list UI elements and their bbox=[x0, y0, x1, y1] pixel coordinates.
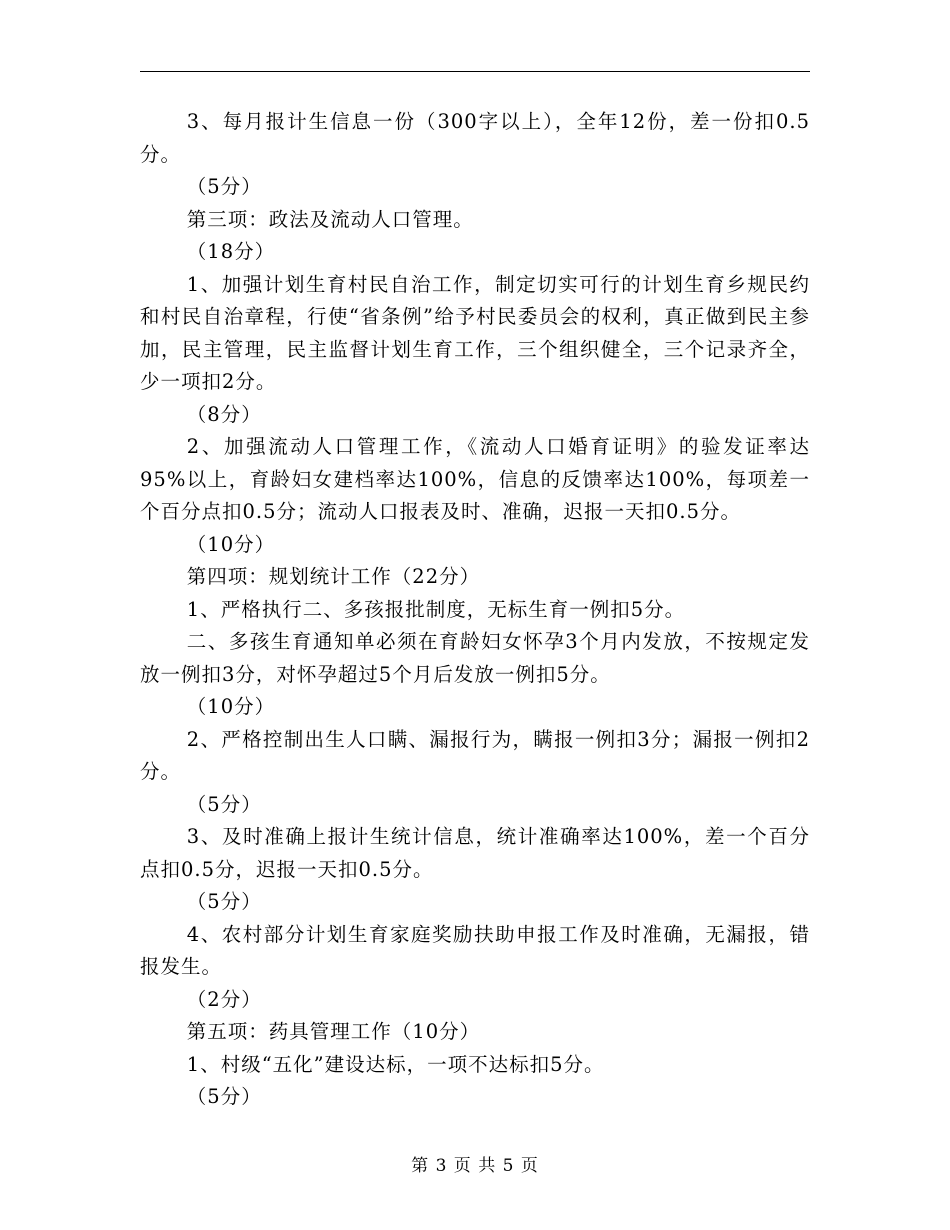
header-rule bbox=[140, 71, 810, 72]
score-note: （8分） bbox=[186, 402, 262, 426]
score-note: （2分） bbox=[186, 987, 262, 1011]
page-number: 第 3 页 共 5 页 bbox=[411, 1156, 539, 1176]
document-body bbox=[140, 106, 810, 1114]
paragraph: 4、农村部分计划生育家庭奖励扶助申报工作及时准确，无漏报，错报发生。 bbox=[140, 922, 810, 978]
paragraph: 1、村级“五化”建设达标，一项不达标扣5分。 bbox=[186, 1052, 605, 1076]
section-heading: 第四项：规划统计工作（22分） bbox=[186, 565, 481, 588]
section-heading: 第三项：政法及流动人口管理。 bbox=[186, 207, 474, 231]
score-note: （5分） bbox=[186, 175, 262, 198]
score-note: （10分） bbox=[186, 695, 276, 718]
paragraph: 2、加强流动人口管理工作，《流动人口婚育证明》的验发证率达95%以上，育龄妇女建档率达100%，信息的反馈率达100%，每项差一个百分点扣0.5分；流动人口报表及时、准确，迟报一天扣0.5分。 bbox=[140, 435, 810, 523]
paragraph: 1、严格执行二、多孩报批制度，无标生育一例扣5分。 bbox=[186, 597, 686, 621]
section-heading: 第五项：药具管理工作（10分） bbox=[186, 1020, 481, 1043]
paragraph: 二、多孩生育通知单必须在育龄妇女怀孕3个月内发放，不按规定发放一例扣3分，对怀孕超过5个月后发放一例扣5分。 bbox=[140, 630, 810, 686]
paragraph: 3、及时准确上报计生统计信息，统计准确率达100%，差一个百分点扣0.5分，迟报一天扣0.5分。 bbox=[140, 825, 810, 881]
score-note: （5分） bbox=[186, 1085, 262, 1108]
paragraph: 3、每月报计生信息一份（300字以上），全年12份，差一份扣0.5分。 bbox=[140, 110, 810, 166]
score-note: （18分） bbox=[186, 240, 276, 263]
score-note: （10分） bbox=[186, 532, 276, 556]
score-note: （5分） bbox=[186, 792, 262, 816]
paragraph: 2、严格控制出生人口瞒、漏报行为，瞒报一例扣3分；漏报一例扣2分。 bbox=[140, 727, 810, 783]
score-note: （5分） bbox=[186, 890, 262, 913]
paragraph: 1、加强计划生育村民自治工作，制定切实可行的计划生育乡规民约和村民自治章程，行使“省条例”给予村民委员会的权利，真正做到民主参加，民主管理，民主监督计划生育工作，三个组织健全，三个记录齐全，少一项扣2分。 bbox=[140, 272, 810, 393]
